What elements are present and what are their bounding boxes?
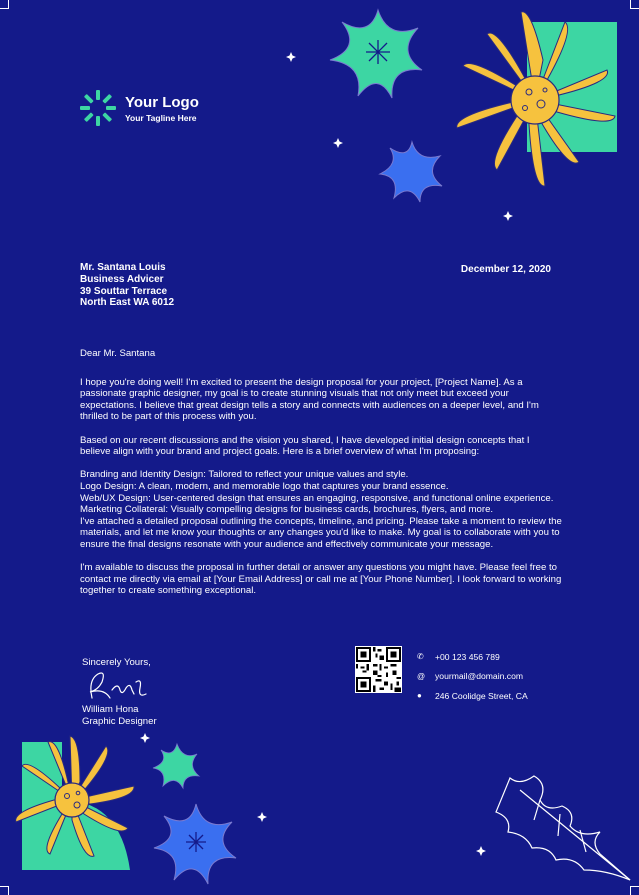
email-text: yourmail@domain.com xyxy=(435,671,524,682)
contact-info xyxy=(417,647,528,706)
paragraph: I'm available to discuss the proposal in further detail or answer any questions you might have. Please feel free to contact me directly via email at [Your Email Address] or call me at [Your Phone Number]. I look forward to working together to create something exceptional. xyxy=(80,562,562,597)
contact-address xyxy=(417,686,528,706)
recipient-city: North East WA 6012 xyxy=(80,297,175,309)
outline-leaf-icon xyxy=(496,776,630,880)
location-pin-icon: ● xyxy=(417,691,422,701)
recipient-name: Mr. Santana Louis xyxy=(80,262,166,273)
qr-code-icon xyxy=(356,647,401,692)
recipient-address xyxy=(80,262,174,309)
logo-title: Your Logo xyxy=(125,93,199,111)
salutation: Dear Mr. Santana xyxy=(80,348,156,359)
logo xyxy=(79,89,199,127)
address-text: 246 Coolidge Street, CA xyxy=(435,690,528,701)
list-item: Marketing Collateral: Visually compelling designs for business cards, brochures, flyers, and more. xyxy=(80,504,494,516)
phone-text: +00 123 456 789 xyxy=(435,651,500,662)
recipient-street: 39 Souttar Terrace xyxy=(80,285,168,297)
letter-body xyxy=(80,348,562,597)
list-item: Web/UX Design: User-centered design that ensures an engaging, responsive, and functional online experience. xyxy=(80,492,554,504)
blue-flower-bottom-icon xyxy=(154,804,236,884)
closing: Sincerely Yours, xyxy=(82,657,151,668)
logo-tagline: Your Tagline Here xyxy=(125,112,197,123)
at-icon: @ xyxy=(417,671,426,681)
qr-code[interactable] xyxy=(355,646,402,693)
contact-phone[interactable] xyxy=(417,647,528,667)
blue-flower-top-icon xyxy=(380,142,442,202)
recipient-title: Business Advicer xyxy=(80,273,164,285)
paragraph: Based on our recent discussions and the vision you shared, I have developed initial design concepts that I believe align with your brand and project goals. Here is a brief overview of what I'm proposing: xyxy=(80,434,530,458)
phone-icon: ✆ xyxy=(417,652,424,662)
teal-flower-top-icon xyxy=(330,10,422,98)
list-item: Logo Design: A clean, modern, and memorable logo that captures your brand essence. xyxy=(80,480,449,492)
teal-flower-bottom-icon xyxy=(153,744,199,788)
letter-date: December 12, 2020 xyxy=(460,264,551,275)
contact-email[interactable] xyxy=(417,667,528,687)
handwritten-signature xyxy=(84,668,154,704)
sunburst-logo-icon xyxy=(79,89,117,127)
signature-block xyxy=(82,704,157,728)
paragraph: I hope you're doing well! I'm excited to present the design proposal for your project, [Project Name]. As a passionate graphic designer, my goal is to create stunning visuals that not only meet but exceed your expectations. I believe that great design tells a story and connects with audiences on a deeper level, and I'm thrilled to be part of this process with you. xyxy=(80,376,539,423)
signer-name: William Hona xyxy=(82,704,139,715)
signer-role: Graphic Designer xyxy=(82,716,157,727)
list-item: Branding and Identity Design: Tailored to reflect your unique values and style. xyxy=(80,469,409,481)
proposal-list xyxy=(80,469,562,515)
paragraph: I've attached a detailed proposal outlining the concepts, timeline, and pricing. Please take a moment to review the materials, and let me know your thoughts or any changes you'd like to make. My goal is to collaborate with you to ensure the final designs resonate with your audience and effectively communicate your message. xyxy=(80,515,562,550)
